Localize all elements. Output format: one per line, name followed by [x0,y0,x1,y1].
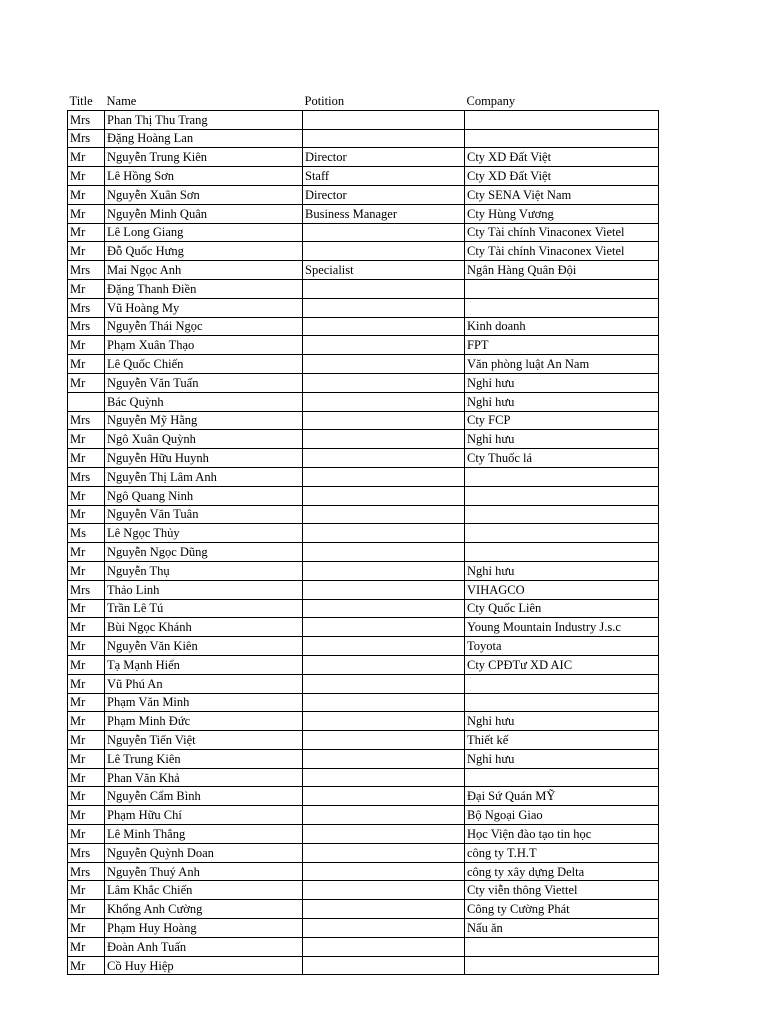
cell-name: Lê Long Giang [105,223,303,242]
cell-title: Mr [68,486,105,505]
cell-position: Staff [303,167,465,186]
cell-name: Phạm Văn Minh [105,693,303,712]
cell-company [465,543,659,562]
cell-name: Nguyễn Quỳnh Doan [105,843,303,862]
cell-position [303,279,465,298]
cell-name: Phan Văn Khả [105,768,303,787]
cell-company: Nghỉ hưu [465,749,659,768]
cell-title: Mrs [68,129,105,148]
cell-title: Mrs [68,580,105,599]
table-row [68,355,659,374]
table-row [68,825,659,844]
table-row [68,655,659,674]
cell-title: Mrs [68,467,105,486]
cell-name: Nguyễn Thị Lâm Anh [105,467,303,486]
cell-title: Mr [68,674,105,693]
cell-name: Ngô Quang Ninh [105,486,303,505]
cell-company [465,129,659,148]
cell-title: Mr [68,937,105,956]
cell-position [303,242,465,261]
cell-position [303,768,465,787]
table-row [68,223,659,242]
cell-title [68,392,105,411]
cell-company [465,768,659,787]
table-row [68,373,659,392]
cell-position [303,430,465,449]
cell-title: Mrs [68,261,105,280]
table-row [68,712,659,731]
cell-position [303,298,465,317]
cell-title: Mrs [68,298,105,317]
cell-company [465,486,659,505]
cell-name: Vũ Hoàng My [105,298,303,317]
cell-title: Mr [68,148,105,167]
cell-company: Nghỉ hưu [465,430,659,449]
cell-position [303,862,465,881]
contact-table [67,92,659,975]
cell-position [303,449,465,468]
cell-company: Đại Sứ Quán MỸ [465,787,659,806]
cell-company: Kinh doanh [465,317,659,336]
cell-name: Tạ Mạnh Hiển [105,655,303,674]
cell-name: Nguyễn Văn Tuân [105,505,303,524]
cell-position [303,731,465,750]
table-row [68,279,659,298]
header-title: Title [69,93,93,108]
cell-company: Cty XD Đất Việt [465,167,659,186]
header-position: Potition [304,93,345,108]
cell-position [303,618,465,637]
cell-company: VIHAGCO [465,580,659,599]
cell-name: Nguyễn Tiến Việt [105,731,303,750]
table-row [68,843,659,862]
cell-name: Bùi Ngọc Khánh [105,618,303,637]
cell-title: Mr [68,185,105,204]
table-row [68,129,659,148]
cell-title: Mr [68,373,105,392]
cell-position [303,129,465,148]
cell-title: Mr [68,505,105,524]
table-row [68,505,659,524]
table-row [68,298,659,317]
cell-position [303,505,465,524]
table-row [68,674,659,693]
table-row [68,561,659,580]
cell-title: Mr [68,712,105,731]
cell-name: Lê Hồng Sơn [105,167,303,186]
cell-company [465,674,659,693]
cell-position [303,392,465,411]
cell-name: Nguyễn Ngọc Dũng [105,543,303,562]
cell-position [303,956,465,975]
cell-company [465,467,659,486]
cell-name: Lê Minh Thắng [105,825,303,844]
table-row [68,919,659,938]
cell-company: Nghỉ hưu [465,373,659,392]
cell-title: Mr [68,825,105,844]
table-row [68,167,659,186]
cell-position [303,599,465,618]
cell-name: Lê Trung Kiên [105,749,303,768]
cell-position [303,561,465,580]
cell-title: Mr [68,430,105,449]
cell-title: Mr [68,731,105,750]
cell-position: Director [303,185,465,204]
cell-title: Mr [68,693,105,712]
cell-name: Phạm Xuân Thạo [105,336,303,355]
table-header [68,92,659,110]
table-row [68,524,659,543]
cell-name: Cồ Huy Hiệp [105,956,303,975]
cell-position [303,787,465,806]
cell-company: Thiết kế [465,731,659,750]
cell-position [303,655,465,674]
cell-title: Mr [68,543,105,562]
cell-company: Young Mountain Industry J.s.c [465,618,659,637]
table-row [68,599,659,618]
cell-position [303,411,465,430]
cell-title: Mr [68,279,105,298]
cell-company [465,505,659,524]
table-row [68,787,659,806]
cell-title: Mrs [68,317,105,336]
cell-name: Nguyễn Thụ [105,561,303,580]
cell-position [303,467,465,486]
table-row [68,618,659,637]
table-row [68,543,659,562]
cell-position [303,524,465,543]
cell-title: Mrs [68,843,105,862]
table-row [68,637,659,656]
cell-position [303,580,465,599]
cell-position [303,674,465,693]
cell-name: Lê Ngọc Thủy [105,524,303,543]
cell-company: Công ty Cường Phát [465,900,659,919]
cell-company: Nghỉ hưu [465,561,659,580]
cell-position [303,543,465,562]
cell-title: Mr [68,167,105,186]
cell-company: Cty Tài chính Vinaconex Vietel [465,223,659,242]
cell-company: Toyota [465,637,659,656]
cell-company: Cty Tài chính Vinaconex Vietel [465,242,659,261]
cell-company: Cty CPĐTư XD AIC [465,655,659,674]
table-row [68,937,659,956]
table-row [68,110,659,129]
cell-position [303,712,465,731]
cell-title: Mr [68,449,105,468]
cell-title: Mr [68,561,105,580]
table-row [68,336,659,355]
cell-position [303,336,465,355]
cell-company: Ngân Hàng Quân Đội [465,261,659,280]
cell-company: công ty xây dựng Delta [465,862,659,881]
cell-title: Mr [68,787,105,806]
cell-name: Lâm Khắc Chiến [105,881,303,900]
cell-position [303,373,465,392]
table-row [68,580,659,599]
header-row [68,92,659,110]
cell-title: Mrs [68,110,105,129]
cell-position [303,806,465,825]
table-row [68,204,659,223]
table-row [68,392,659,411]
cell-company: Văn phòng luật An Nam [465,355,659,374]
cell-company: Cty XD Đất Việt [465,148,659,167]
cell-position: Business Manager [303,204,465,223]
cell-title: Mr [68,355,105,374]
cell-title: Mr [68,336,105,355]
table-row [68,242,659,261]
cell-title: Mr [68,655,105,674]
table-row [68,185,659,204]
cell-name: Vũ Phú An [105,674,303,693]
cell-name: Lê Quốc Chiến [105,355,303,374]
cell-position: Director [303,148,465,167]
cell-title: Mr [68,637,105,656]
cell-title: Mr [68,749,105,768]
cell-position [303,110,465,129]
table-row [68,317,659,336]
table-row [68,956,659,975]
table-row [68,430,659,449]
cell-title: Mr [68,900,105,919]
cell-name: Khổng Anh Cường [105,900,303,919]
cell-company [465,524,659,543]
cell-company: Bộ Ngoại Giao [465,806,659,825]
table-row [68,148,659,167]
cell-title: Ms [68,524,105,543]
cell-name: Nguyễn Thuý Anh [105,862,303,881]
cell-name: Phạm Huy Hoàng [105,919,303,938]
cell-title: Mr [68,242,105,261]
cell-position [303,749,465,768]
cell-position [303,881,465,900]
table-row [68,749,659,768]
table-row [68,768,659,787]
cell-company: Cty Hùng Vương [465,204,659,223]
cell-position [303,486,465,505]
cell-company: công ty T.H.T [465,843,659,862]
cell-name: Đặng Hoàng Lan [105,129,303,148]
cell-position [303,843,465,862]
table-row [68,900,659,919]
cell-position [303,937,465,956]
cell-position [303,355,465,374]
table-row [68,261,659,280]
cell-company: Nấu ăn [465,919,659,938]
cell-name: Nguyễn Văn Tuấn [105,373,303,392]
cell-company [465,298,659,317]
cell-company: Cty viễn thông Viettel [465,881,659,900]
cell-position [303,825,465,844]
cell-company: Nghỉ hưu [465,712,659,731]
cell-name: Đoàn Anh Tuấn [105,937,303,956]
cell-name: Nguyễn Cẩm Bình [105,787,303,806]
cell-company: Cty FCP [465,411,659,430]
cell-company [465,110,659,129]
cell-position [303,223,465,242]
cell-name: Mai Ngọc Anh [105,261,303,280]
cell-position [303,900,465,919]
cell-name: Nguyễn Hữu Huynh [105,449,303,468]
cell-name: Nguyễn Trung Kiên [105,148,303,167]
table-row [68,806,659,825]
cell-name: Nguyễn Xuân Sơn [105,185,303,204]
cell-position [303,693,465,712]
cell-name: Bác Quỳnh [105,392,303,411]
cell-company [465,937,659,956]
cell-title: Mr [68,223,105,242]
cell-title: Mrs [68,862,105,881]
table-row [68,693,659,712]
cell-company: Nghỉ hưu [465,392,659,411]
cell-company: Cty Thuốc lá [465,449,659,468]
cell-name: Thảo Linh [105,580,303,599]
cell-company [465,693,659,712]
cell-title: Mr [68,806,105,825]
cell-name: Nguyễn Văn Kiên [105,637,303,656]
header-name: Name [106,93,137,108]
cell-name: Đặng Thanh Điền [105,279,303,298]
cell-title: Mr [68,919,105,938]
table-row [68,731,659,750]
cell-company: FPT [465,336,659,355]
cell-name: Nguyễn Mỹ Hằng [105,411,303,430]
cell-name: Đỗ Quốc Hưng [105,242,303,261]
table-row [68,467,659,486]
cell-title: Mrs [68,411,105,430]
table-row [68,411,659,430]
table-row [68,486,659,505]
cell-title: Mr [68,599,105,618]
cell-name: Nguyễn Minh Quân [105,204,303,223]
cell-name: Phan Thị Thu Trang [105,110,303,129]
table-row [68,862,659,881]
header-company: Company [466,93,516,108]
cell-name: Phạm Minh Đức [105,712,303,731]
cell-position [303,637,465,656]
cell-company: Cty Quốc Liên [465,599,659,618]
cell-company [465,279,659,298]
cell-company: Học Viện đào tạo tin học [465,825,659,844]
cell-title: Mr [68,768,105,787]
cell-title: Mr [68,618,105,637]
cell-company [465,956,659,975]
cell-title: Mr [68,204,105,223]
cell-title: Mr [68,881,105,900]
cell-name: Nguyễn Thái Ngọc [105,317,303,336]
cell-name: Ngô Xuân Quỳnh [105,430,303,449]
table-body [68,110,659,975]
cell-position: Specialist [303,261,465,280]
cell-title: Mr [68,956,105,975]
cell-company: Cty SENA Việt Nam [465,185,659,204]
table-row [68,881,659,900]
table-row [68,449,659,468]
cell-position [303,317,465,336]
cell-name: Trần Lê Tú [105,599,303,618]
contact-sheet [67,92,659,975]
cell-name: Phạm Hữu Chí [105,806,303,825]
cell-position [303,919,465,938]
